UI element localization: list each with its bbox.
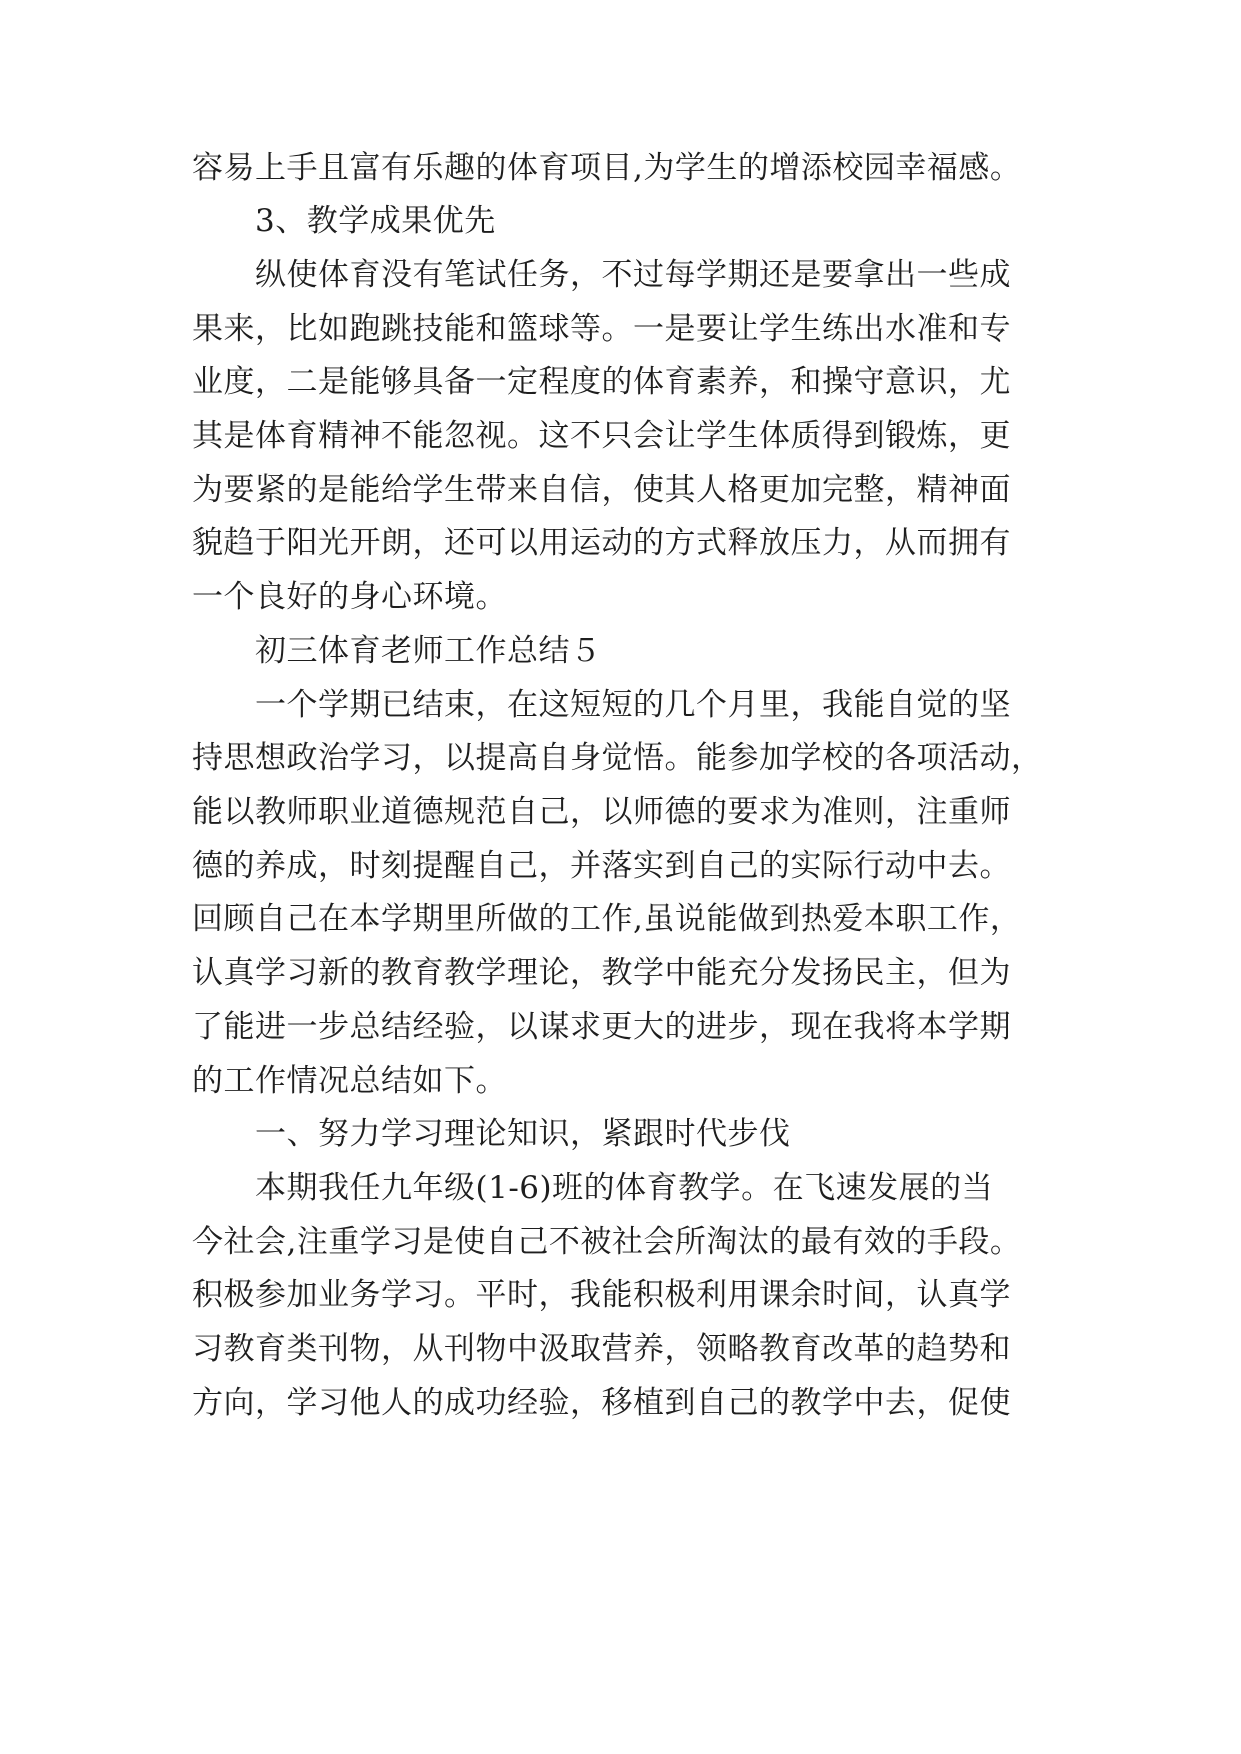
body-text-line: 果来，比如跑跳技能和篮球等。一是要让学生练出水准和专 (192, 311, 1011, 347)
body-text-line: 今社会,注重学习是使自己不被社会所淘汰的最有效的手段。 (192, 1224, 1022, 1260)
body-text-line: 德的养成，时刻提醒自己，并落实到自己的实际行动中去。 (192, 848, 1011, 884)
body-text-line: 的工作情况总结如下。 (192, 1063, 507, 1099)
body-text-line: 容易上手且富有乐趣的体育项目,为学生的增添校园幸福感。 (192, 150, 1022, 186)
body-text-line: 回顾自己在本学期里所做的工作,虽说能做到热爱本职工作， (192, 901, 1022, 937)
body-text-line: 认真学习新的教育教学理论，教学中能充分发扬民主，但为 (192, 955, 1011, 991)
document-title: 初三体育老师工作总结５ (255, 633, 602, 669)
body-text-line: 为要紧的是能给学生带来自信，使其人格更加完整，精神面 (192, 472, 1011, 508)
body-text-line: 一个良好的身心环境。 (192, 579, 507, 615)
body-text-line: 持思想政治学习，以提高自身觉悟。能参加学校的各项活动， (192, 740, 1043, 776)
body-text-line: 方向，学习他人的成功经验，移植到自己的教学中去，促使 (192, 1385, 1011, 1421)
body-text-line: 貌趋于阳光开朗，还可以用运动的方式释放压力，从而拥有 (192, 525, 1011, 561)
section-heading: 3、教学成果优先 (255, 203, 496, 239)
body-text-line: 能以教师职业道德规范自己，以师德的要求为准则，注重师 (192, 794, 1011, 830)
body-text-line: 习教育类刊物，从刊物中汲取营养，领略教育改革的趋势和 (192, 1331, 1011, 1367)
paragraph-first-line: 本期我任九年级(1-6)班的体育教学。在飞速发展的当 (255, 1170, 994, 1206)
body-text-line: 其是体育精神不能忽视。这不只会让学生体质得到锻炼，更 (192, 418, 1011, 454)
paragraph-first-line: 纵使体育没有笔试任务，不过每学期还是要拿出一些成 (255, 257, 1011, 293)
paragraph-first-line: 一个学期已结束，在这短短的几个月里，我能自觉的坚 (255, 687, 1011, 723)
body-text-line: 积极参加业务学习。平时，我能积极利用课余时间，认真学 (192, 1277, 1011, 1313)
body-text-line: 了能进一步总结经验，以谋求更大的进步，现在我将本学期 (192, 1009, 1011, 1045)
body-text-line: 业度，二是能够具备一定程度的体育素养，和操守意识，尤 (192, 364, 1011, 400)
section-heading: 一、努力学习理论知识，紧跟时代步伐 (255, 1116, 791, 1152)
